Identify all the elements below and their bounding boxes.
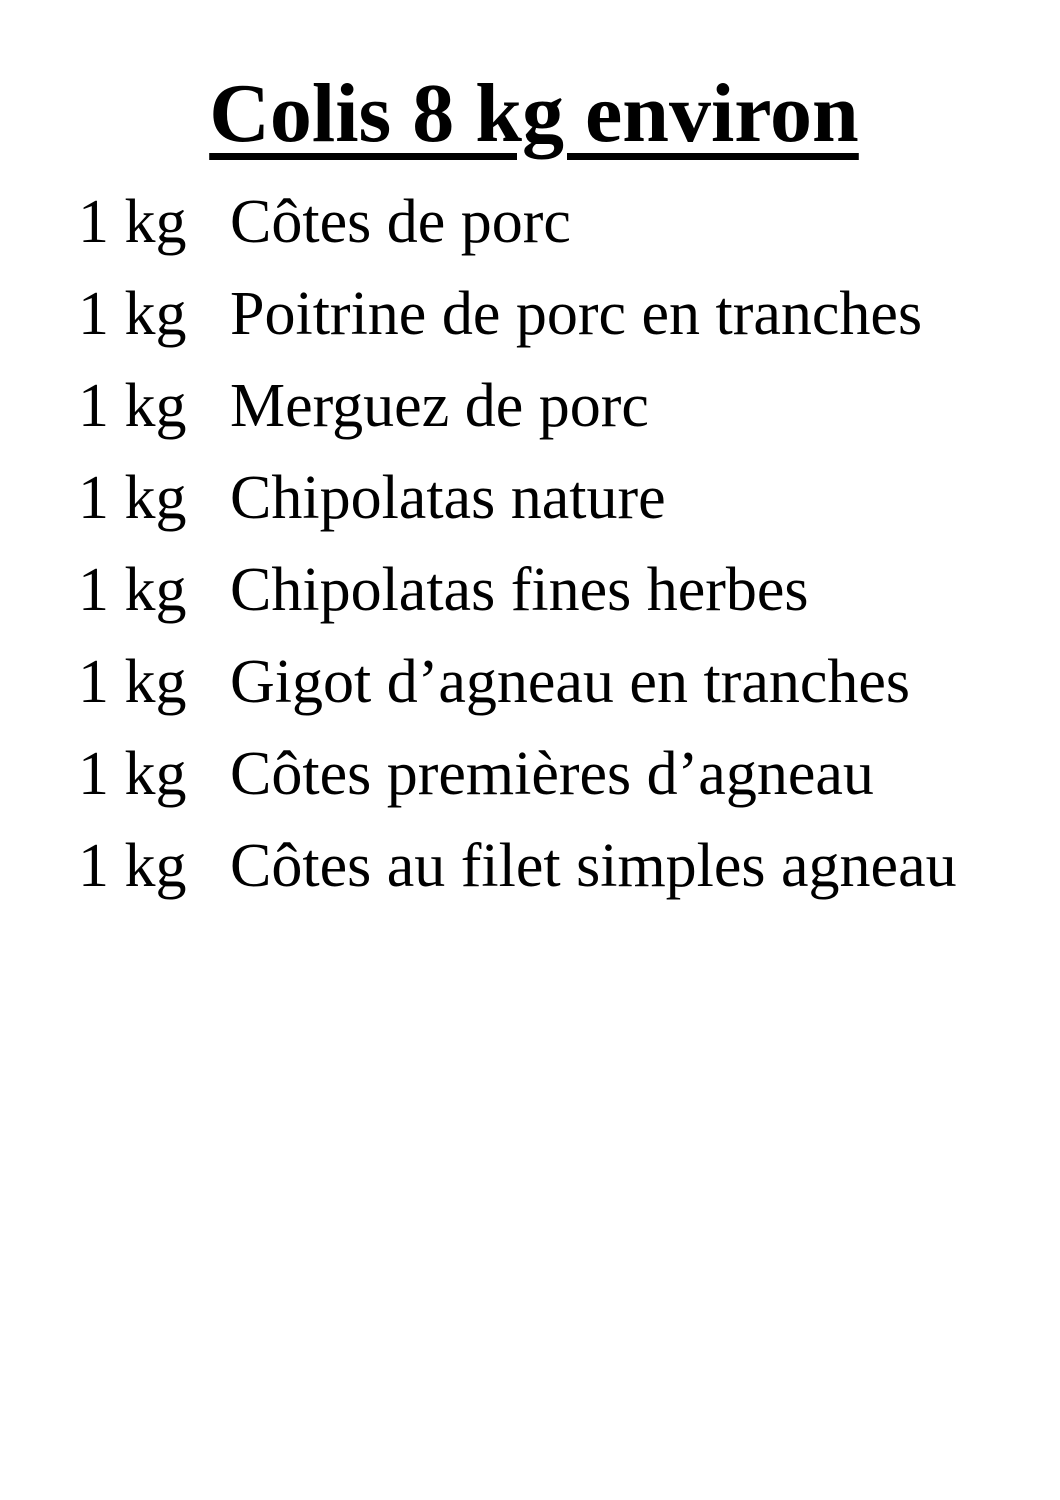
list-item xyxy=(78,268,957,360)
list-item xyxy=(78,728,957,820)
item-quantity: 1 kg xyxy=(78,648,187,716)
list-item xyxy=(78,544,957,636)
item-name: Côtes premières d’agneau xyxy=(230,740,874,808)
item-quantity: 1 kg xyxy=(78,464,187,532)
item-quantity: 1 kg xyxy=(78,832,187,900)
list-item xyxy=(78,176,957,268)
item-quantity: 1 kg xyxy=(78,372,187,440)
item-quantity: 1 kg xyxy=(78,280,187,348)
item-name: Chipolatas nature xyxy=(230,464,666,532)
page-title: Colis 8 kg environ xyxy=(209,67,859,160)
list-item xyxy=(78,360,957,452)
list-item xyxy=(78,636,957,728)
item-name: Poitrine de porc en tranches xyxy=(230,280,923,348)
product-list xyxy=(78,176,957,912)
list-item xyxy=(78,452,957,544)
item-name: Chipolatas fines herbes xyxy=(230,556,809,624)
item-quantity: 1 kg xyxy=(78,740,187,808)
item-name: Merguez de porc xyxy=(230,372,649,440)
item-name: Côtes au filet simples agneau xyxy=(230,832,957,900)
item-quantity: 1 kg xyxy=(78,556,187,624)
list-item xyxy=(78,820,957,912)
item-name: Gigot d’agneau en tranches xyxy=(230,648,911,716)
item-quantity: 1 kg xyxy=(78,188,187,256)
item-name: Côtes de porc xyxy=(230,188,571,256)
